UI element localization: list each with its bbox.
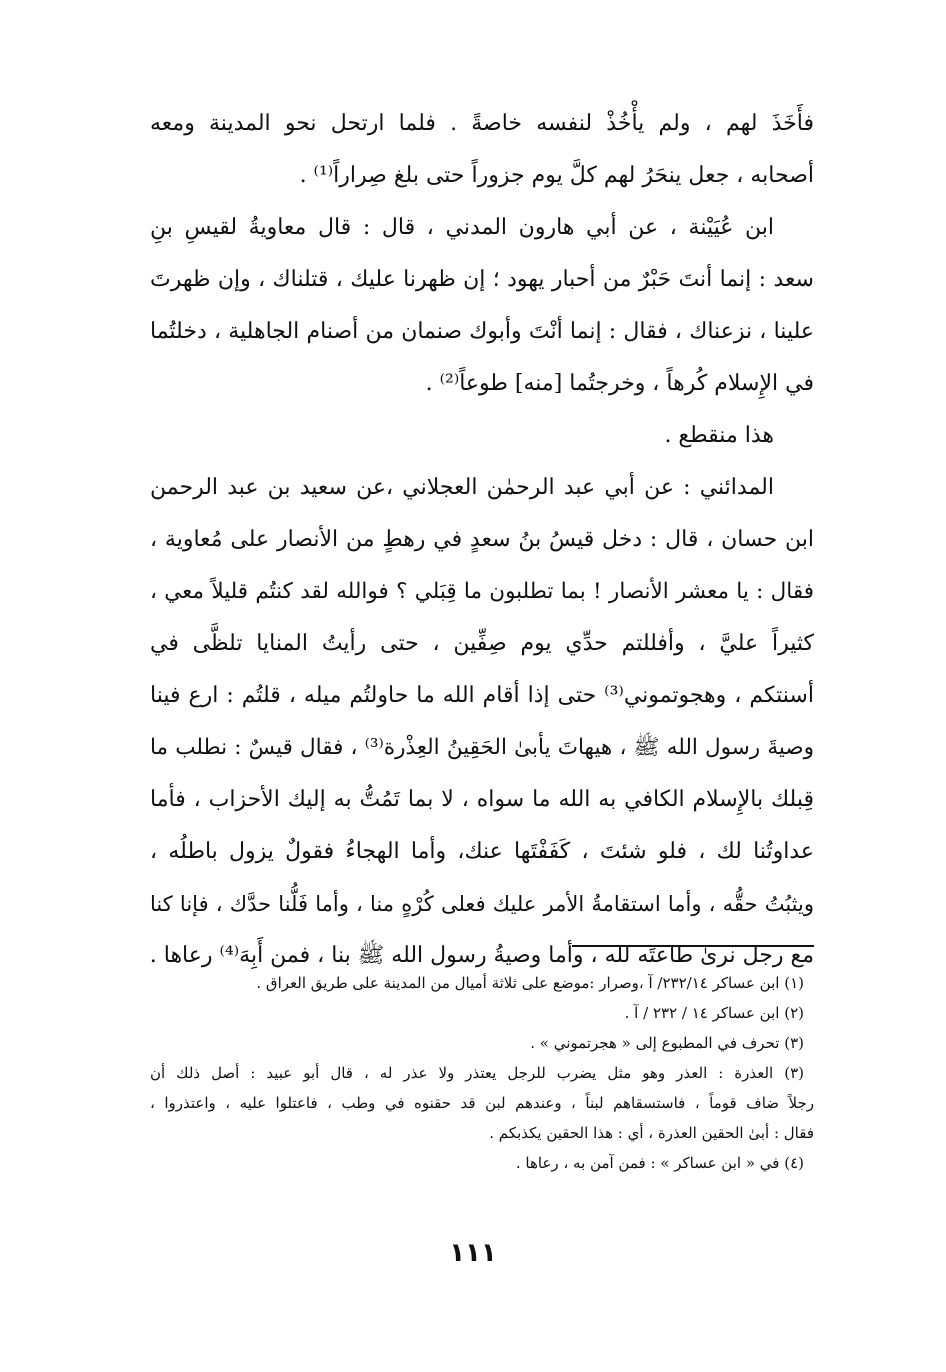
- footnote: (٣) العذرة : العذر وهو مثل يضرب للرجل يعتذر ولا عذر له ، قال أبو عبيد : أصل ذلك أن: [150, 1064, 804, 1082]
- main-text: [150, 98, 814, 982]
- text-line: مع رجل نرىٰ طاعتَه لله ، وأما وصيةُ رسول الله ﷺ بنا ، فمن أَبِهَ⁽⁴⁾ رعاها .: [150, 943, 814, 968]
- footnote-continuation: فقال : أبىٰ الحقين العذرة ، أي : هذا الحقين يكذبكم .: [489, 1124, 814, 1142]
- footnote-continuation: رجلاً ضاف قوماً ، فاستسقاهم لبناً ، وعندهم لبن قد حقنوه في وطب ، فاعتلوا عليه ، واعتذروا ،: [150, 1094, 814, 1112]
- footnote: (١) ابن عساكر ٢٣٢/١٤/ آ ،وصرار :موضع على ثلاثة أميال من المدينة على طريق العراق .: [256, 974, 804, 992]
- footnote: (٣) تحرف في المطبوع إلى « هجرتموني » .: [530, 1034, 804, 1052]
- text-line: ابن حسان ، قال : دخل قيسُ بنُ سعدٍ في رهطٍ من الأنصار على مُعاوية ،: [150, 527, 814, 552]
- text-line: سعد : إنما أنتَ حَبْرٌ من أحبار يهود ؛ إن ظهرنا عليك ، قتلناك ، وإن ظهرتَ: [150, 267, 814, 292]
- text-line: فأَخَذَ لهم ، ولم يأْخُذْ لنفسه خاصةً . فلما ارتحل نحو المدينة ومعه: [150, 111, 814, 136]
- footnote-separator: [572, 945, 814, 947]
- page-number: ١١١: [449, 1238, 497, 1268]
- text-line: فقال : يا معشر الأنصار ! بما تطلبون ما قِبَلي ؟ فوالله لقد كنتُم قليلاً معي ،: [150, 579, 814, 604]
- text-line: هذا منقطع .: [664, 423, 774, 448]
- text-line: كثيراً عليَّ ، وأفللتم حدِّي يوم صِفِّين ، حتى رأيتُ المنايا تلظَّى في: [150, 631, 814, 656]
- text-line: وصيةَ رسول الله ﷺ ، هيهاتَ يأبىٰ الحَقِينُ العِذْرة⁽³⁾ ، فقال قيسٌ : نطلب ما: [150, 735, 814, 760]
- text-line: المدائني : عن أبي عبد الرحمٰن العجلاني ،عن سعيد بن عبد الرحمن: [150, 475, 774, 500]
- text-line: ويثبُتُ حقُّه ، وأما استقامةُ الأمر عليك فعلى كُرْهٍ منا ، وأما فَلُّنا حدَّك ، فإنا كنا: [150, 892, 814, 916]
- text-line: علينا ، نزعناك ، فقال : إنما أنْتَ وأبوك صنمان من أصنام الجاهلية ، دخلتُما: [150, 319, 814, 344]
- text-line: قِبلك بالإِسلام الكافي به الله ما سواه ، لا بما تَمُتُّ به إليك الأحزاب ، فأما: [150, 787, 814, 812]
- text-line: أصحابه ، جعل ينحَرُ لهم كلَّ يوم جزوراً حتى بلغ صِراراً⁽¹⁾ .: [299, 163, 814, 188]
- text-line: ابن عُيَيْنة ، عن أبي هارون المدني ، قال : قال معاويةُ لقيسِ بنِ: [150, 215, 774, 240]
- text-line: عداوتُنا لك ، فلو شئتَ ، كَفَفْتَها عنك، وأما الهجاءُ فقولٌ يزول باطلُه ،: [150, 839, 814, 864]
- footnote: (٤) في « ابن عساكر » : فمن آمن به ، رعاها .: [515, 1154, 804, 1172]
- footnote: (٢) ابن عساكر ١٤ / ٢٣٢ / آ .: [624, 1004, 804, 1022]
- text-line: في الإِسلام كُرهاً ، وخرجتُما [منه] طوعاً⁽²⁾ .: [425, 371, 814, 396]
- text-line: أسنتكم ، وهجوتموني⁽³⁾ حتى إذا أقام الله ما حاولتُم ميله ، قلتُم : ارع فينا: [150, 683, 814, 708]
- footnotes: [150, 968, 814, 1178]
